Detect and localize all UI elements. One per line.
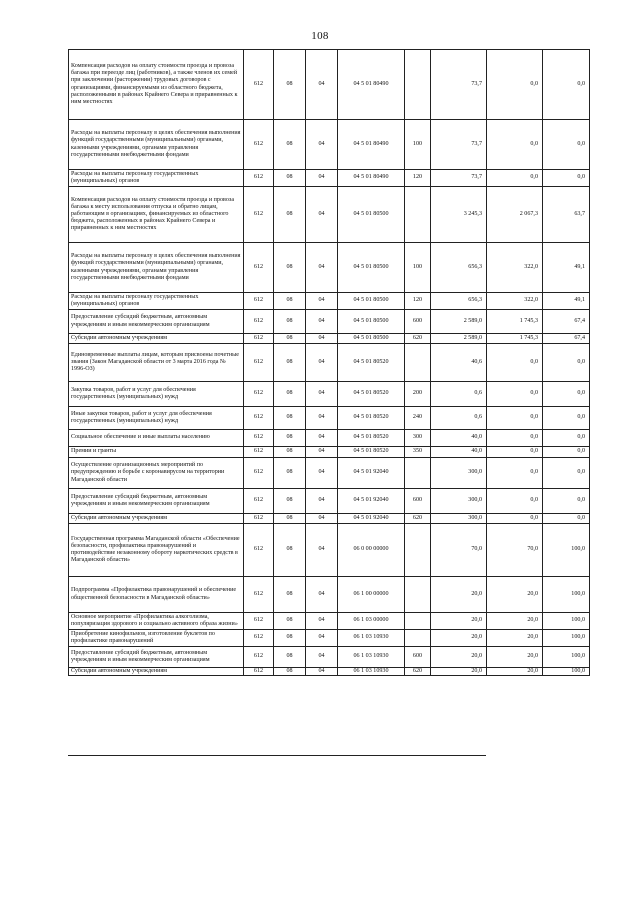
- row-name-cell: Расходы на выплаты персоналу в целях обеспечения выполнения функций государственными (муниципальными) органами, казенными учреждениями, органами управления государственными внебюджетными фондами: [69, 120, 244, 170]
- row-fact-cell: 1 745,3: [487, 310, 543, 334]
- row-plan-cell: 300,0: [431, 489, 487, 514]
- row-section-cell: 08: [274, 613, 306, 630]
- row-expense-type-cell: 100: [405, 243, 431, 293]
- row-name-cell: Расходы на выплаты персоналу государственных (муниципальных) органов: [69, 293, 244, 310]
- row-ved-cell: 612: [244, 344, 274, 382]
- row-percent-cell: 100,0: [543, 613, 590, 630]
- row-subsection-cell: 04: [306, 50, 338, 120]
- row-target-article-cell: 04 5 01 80520: [338, 407, 405, 430]
- row-fact-cell: 20,0: [487, 647, 543, 668]
- row-expense-type-cell: 350: [405, 447, 431, 458]
- budget-table: [68, 49, 590, 676]
- table-row: [69, 50, 590, 120]
- row-fact-cell: 2 067,3: [487, 187, 543, 243]
- row-subsection-cell: 04: [306, 577, 338, 613]
- row-name-cell: Предоставление субсидий бюджетным, автономным учреждениям и иным некоммерческим организациям: [69, 310, 244, 334]
- row-subsection-cell: 04: [306, 170, 338, 187]
- row-percent-cell: 100,0: [543, 630, 590, 647]
- row-expense-type-cell: [405, 344, 431, 382]
- row-percent-cell: 100,0: [543, 524, 590, 577]
- row-fact-cell: 0,0: [487, 382, 543, 407]
- table-row: [69, 310, 590, 334]
- row-subsection-cell: 04: [306, 187, 338, 243]
- row-ved-cell: 612: [244, 170, 274, 187]
- row-expense-type-cell: [405, 630, 431, 647]
- table-row: [69, 407, 590, 430]
- row-subsection-cell: 04: [306, 514, 338, 524]
- row-ved-cell: 612: [244, 489, 274, 514]
- row-plan-cell: 20,0: [431, 630, 487, 647]
- row-ved-cell: 612: [244, 458, 274, 489]
- table-row: [69, 613, 590, 630]
- row-name-cell: Приобретение кинофильмов, изготовление буклетов по профилактике правонарушений: [69, 630, 244, 647]
- row-target-article-cell: 06 1 03 10930: [338, 668, 405, 676]
- row-fact-cell: 0,0: [487, 514, 543, 524]
- row-fact-cell: 20,0: [487, 613, 543, 630]
- row-plan-cell: 300,0: [431, 458, 487, 489]
- row-section-cell: 08: [274, 630, 306, 647]
- row-percent-cell: 67,4: [543, 334, 590, 344]
- row-target-article-cell: 06 0 00 00000: [338, 524, 405, 577]
- row-expense-type-cell: 620: [405, 668, 431, 676]
- row-expense-type-cell: 300: [405, 430, 431, 447]
- row-subsection-cell: 04: [306, 458, 338, 489]
- row-ved-cell: 612: [244, 243, 274, 293]
- row-target-article-cell: 04 5 01 92040: [338, 489, 405, 514]
- row-name-cell: Расходы на выплаты персоналу в целях обеспечения выполнения функций государственными (муниципальными) органами, казенными учреждениями, органами управления государственными внебюджетными фондами: [69, 243, 244, 293]
- row-ved-cell: 612: [244, 293, 274, 310]
- row-expense-type-cell: [405, 458, 431, 489]
- row-section-cell: 08: [274, 458, 306, 489]
- row-fact-cell: 0,0: [487, 170, 543, 187]
- row-percent-cell: 100,0: [543, 647, 590, 668]
- row-plan-cell: 40,6: [431, 344, 487, 382]
- row-target-article-cell: 04 5 01 80500: [338, 310, 405, 334]
- row-ved-cell: 612: [244, 577, 274, 613]
- row-section-cell: 08: [274, 577, 306, 613]
- row-fact-cell: 0,0: [487, 430, 543, 447]
- row-section-cell: 08: [274, 647, 306, 668]
- row-target-article-cell: 06 1 03 10930: [338, 630, 405, 647]
- row-section-cell: 08: [274, 50, 306, 120]
- row-percent-cell: 0,0: [543, 120, 590, 170]
- row-fact-cell: 70,0: [487, 524, 543, 577]
- row-subsection-cell: 04: [306, 344, 338, 382]
- table-row: [69, 447, 590, 458]
- table-row: [69, 630, 590, 647]
- table-row: [69, 170, 590, 187]
- row-subsection-cell: 04: [306, 382, 338, 407]
- row-ved-cell: 612: [244, 187, 274, 243]
- row-name-cell: Компенсация расходов на оплату стоимости проезда и провоза багажа при переезде лиц (работников), а также членов их семей при заключении (расторжении) трудовых договоров с организациями, финансируемыми из областного бюджета, расположенными в районах Крайнего Севера и приравненных к ним местностях: [69, 50, 244, 120]
- row-section-cell: 08: [274, 344, 306, 382]
- row-expense-type-cell: 120: [405, 170, 431, 187]
- row-section-cell: 08: [274, 447, 306, 458]
- row-name-cell: Закупка товаров, работ и услуг для обеспечения государственных (муниципальных) нужд: [69, 382, 244, 407]
- row-ved-cell: 612: [244, 668, 274, 676]
- row-section-cell: 08: [274, 407, 306, 430]
- row-section-cell: 08: [274, 382, 306, 407]
- row-target-article-cell: 04 5 01 80520: [338, 447, 405, 458]
- row-subsection-cell: 04: [306, 630, 338, 647]
- row-percent-cell: 100,0: [543, 668, 590, 676]
- row-percent-cell: 0,0: [543, 458, 590, 489]
- table-row: [69, 647, 590, 668]
- table-row: [69, 489, 590, 514]
- table-row: [69, 458, 590, 489]
- row-expense-type-cell: [405, 613, 431, 630]
- row-target-article-cell: 04 5 01 80490: [338, 50, 405, 120]
- table-row: [69, 120, 590, 170]
- row-plan-cell: 656,3: [431, 243, 487, 293]
- row-plan-cell: 73,7: [431, 50, 487, 120]
- row-ved-cell: 612: [244, 334, 274, 344]
- row-fact-cell: 20,0: [487, 668, 543, 676]
- row-name-cell: Субсидии автономным учреждениям: [69, 514, 244, 524]
- row-plan-cell: 0,6: [431, 382, 487, 407]
- row-ved-cell: 612: [244, 382, 274, 407]
- row-expense-type-cell: 600: [405, 647, 431, 668]
- table-row: [69, 430, 590, 447]
- row-subsection-cell: 04: [306, 310, 338, 334]
- row-fact-cell: 0,0: [487, 489, 543, 514]
- row-name-cell: Осуществление организационных мероприятий по предупреждению и борьбе с коронавирусом на территории Магаданской области: [69, 458, 244, 489]
- row-target-article-cell: 04 5 01 80490: [338, 120, 405, 170]
- row-expense-type-cell: 100: [405, 120, 431, 170]
- row-section-cell: 08: [274, 514, 306, 524]
- row-subsection-cell: 04: [306, 120, 338, 170]
- row-expense-type-cell: [405, 577, 431, 613]
- row-plan-cell: 40,0: [431, 430, 487, 447]
- row-target-article-cell: 04 5 01 80500: [338, 293, 405, 310]
- row-plan-cell: 20,0: [431, 577, 487, 613]
- row-percent-cell: 0,0: [543, 50, 590, 120]
- row-percent-cell: 67,4: [543, 310, 590, 334]
- row-expense-type-cell: 620: [405, 334, 431, 344]
- row-fact-cell: 20,0: [487, 577, 543, 613]
- row-plan-cell: 73,7: [431, 170, 487, 187]
- row-target-article-cell: 04 5 01 80500: [338, 187, 405, 243]
- row-expense-type-cell: 120: [405, 293, 431, 310]
- table-row: [69, 514, 590, 524]
- row-name-cell: Расходы на выплаты персоналу государственных (муниципальных) органов: [69, 170, 244, 187]
- row-subsection-cell: 04: [306, 430, 338, 447]
- row-section-cell: 08: [274, 120, 306, 170]
- row-section-cell: 08: [274, 243, 306, 293]
- row-section-cell: 08: [274, 187, 306, 243]
- row-subsection-cell: 04: [306, 668, 338, 676]
- row-subsection-cell: 04: [306, 489, 338, 514]
- row-ved-cell: 612: [244, 407, 274, 430]
- row-target-article-cell: 04 5 01 92040: [338, 458, 405, 489]
- table-row: [69, 243, 590, 293]
- row-ved-cell: 612: [244, 514, 274, 524]
- row-percent-cell: 0,0: [543, 170, 590, 187]
- row-plan-cell: 20,0: [431, 613, 487, 630]
- row-ved-cell: 612: [244, 630, 274, 647]
- row-percent-cell: 0,0: [543, 514, 590, 524]
- row-subsection-cell: 04: [306, 524, 338, 577]
- row-percent-cell: 0,0: [543, 430, 590, 447]
- row-name-cell: Компенсация расходов на оплату стоимости проезда и провоза багажа к месту использования отпуска и обратно лицам, работающим в организациях, финансируемых из областного бюджета, расположенных в районах Крайнего Севера и приравненных к ним местностях: [69, 187, 244, 243]
- row-fact-cell: 0,0: [487, 120, 543, 170]
- row-plan-cell: 300,0: [431, 514, 487, 524]
- page-number: 108: [311, 30, 329, 42]
- row-name-cell: Иные закупки товаров, работ и услуг для обеспечения государственных (муниципальных) нужд: [69, 407, 244, 430]
- row-percent-cell: 0,0: [543, 344, 590, 382]
- row-target-article-cell: 06 1 03 00000: [338, 613, 405, 630]
- row-expense-type-cell: 200: [405, 382, 431, 407]
- row-name-cell: Основное мероприятие «Профилактика алкоголизма, популяризация здорового и социально активного образа жизни»: [69, 613, 244, 630]
- row-subsection-cell: 04: [306, 613, 338, 630]
- row-name-cell: Единовременные выплаты лицам, которым присвоены почетные звания (Закон Магаданской области от 3 марта 2016 года № 1996-ОЗ): [69, 344, 244, 382]
- row-expense-type-cell: [405, 187, 431, 243]
- table-row: [69, 382, 590, 407]
- table-row: [69, 524, 590, 577]
- row-percent-cell: 0,0: [543, 407, 590, 430]
- row-section-cell: 08: [274, 170, 306, 187]
- row-target-article-cell: 06 1 03 10930: [338, 647, 405, 668]
- table-row: [69, 668, 590, 676]
- row-ved-cell: 612: [244, 430, 274, 447]
- row-target-article-cell: 04 5 01 80520: [338, 382, 405, 407]
- row-target-article-cell: 06 1 00 00000: [338, 577, 405, 613]
- row-ved-cell: 612: [244, 447, 274, 458]
- row-ved-cell: 612: [244, 613, 274, 630]
- row-ved-cell: 612: [244, 647, 274, 668]
- row-name-cell: Подпрограмма «Профилактика правонарушений и обеспечение общественной безопасности в Магаданской области»: [69, 577, 244, 613]
- row-percent-cell: 0,0: [543, 382, 590, 407]
- row-expense-type-cell: 620: [405, 514, 431, 524]
- row-subsection-cell: 04: [306, 407, 338, 430]
- row-name-cell: Социальное обеспечение и иные выплаты населению: [69, 430, 244, 447]
- table-row: [69, 187, 590, 243]
- row-fact-cell: 0,0: [487, 50, 543, 120]
- table-row: [69, 293, 590, 310]
- row-percent-cell: 0,0: [543, 489, 590, 514]
- row-expense-type-cell: [405, 524, 431, 577]
- row-section-cell: 08: [274, 334, 306, 344]
- footer-divider: [68, 755, 486, 756]
- row-subsection-cell: 04: [306, 293, 338, 310]
- row-percent-cell: 63,7: [543, 187, 590, 243]
- row-plan-cell: 20,0: [431, 647, 487, 668]
- row-plan-cell: 656,3: [431, 293, 487, 310]
- row-plan-cell: 0,6: [431, 407, 487, 430]
- row-target-article-cell: 04 5 01 80520: [338, 430, 405, 447]
- table-row: [69, 577, 590, 613]
- row-expense-type-cell: 600: [405, 310, 431, 334]
- row-plan-cell: 73,7: [431, 120, 487, 170]
- row-subsection-cell: 04: [306, 647, 338, 668]
- row-section-cell: 08: [274, 489, 306, 514]
- row-expense-type-cell: 600: [405, 489, 431, 514]
- row-ved-cell: 612: [244, 524, 274, 577]
- row-percent-cell: 49,1: [543, 243, 590, 293]
- row-name-cell: Государственная программа Магаданской области «Обеспечение безопасности, профилактика правонарушений и противодействие незаконному обороту наркотических средств в Магаданской области»: [69, 524, 244, 577]
- row-plan-cell: 40,0: [431, 447, 487, 458]
- row-ved-cell: 612: [244, 310, 274, 334]
- row-plan-cell: 70,0: [431, 524, 487, 577]
- row-subsection-cell: 04: [306, 243, 338, 293]
- row-plan-cell: 20,0: [431, 668, 487, 676]
- row-ved-cell: 612: [244, 120, 274, 170]
- row-fact-cell: 1 745,3: [487, 334, 543, 344]
- row-percent-cell: 100,0: [543, 577, 590, 613]
- row-target-article-cell: 04 5 01 80520: [338, 344, 405, 382]
- row-fact-cell: 0,0: [487, 407, 543, 430]
- table-row: [69, 334, 590, 344]
- row-section-cell: 08: [274, 524, 306, 577]
- row-target-article-cell: 04 5 01 80500: [338, 243, 405, 293]
- row-target-article-cell: 04 5 01 80500: [338, 334, 405, 344]
- row-plan-cell: 2 589,0: [431, 334, 487, 344]
- row-name-cell: Предоставление субсидий бюджетным, автономным учреждениям и иным некоммерческим организациям: [69, 489, 244, 514]
- table-row: [69, 344, 590, 382]
- row-fact-cell: 0,0: [487, 458, 543, 489]
- row-name-cell: Субсидии автономным учреждениям: [69, 334, 244, 344]
- row-section-cell: 08: [274, 430, 306, 447]
- row-expense-type-cell: [405, 50, 431, 120]
- row-fact-cell: 0,0: [487, 447, 543, 458]
- row-plan-cell: 2 589,0: [431, 310, 487, 334]
- row-fact-cell: 20,0: [487, 630, 543, 647]
- row-name-cell: Субсидии автономным учреждениям: [69, 668, 244, 676]
- row-name-cell: Предоставление субсидий бюджетным, автономным учреждениям и иным некоммерческим организациям: [69, 647, 244, 668]
- row-percent-cell: 0,0: [543, 447, 590, 458]
- row-fact-cell: 0,0: [487, 344, 543, 382]
- row-name-cell: Премии и гранты: [69, 447, 244, 458]
- row-section-cell: 08: [274, 293, 306, 310]
- row-fact-cell: 322,0: [487, 243, 543, 293]
- row-ved-cell: 612: [244, 50, 274, 120]
- row-subsection-cell: 04: [306, 334, 338, 344]
- row-expense-type-cell: 240: [405, 407, 431, 430]
- row-plan-cell: 3 245,3: [431, 187, 487, 243]
- row-subsection-cell: 04: [306, 447, 338, 458]
- row-section-cell: 08: [274, 668, 306, 676]
- row-section-cell: 08: [274, 310, 306, 334]
- row-percent-cell: 49,1: [543, 293, 590, 310]
- row-target-article-cell: 04 5 01 92040: [338, 514, 405, 524]
- row-target-article-cell: 04 5 01 80490: [338, 170, 405, 187]
- row-fact-cell: 322,0: [487, 293, 543, 310]
